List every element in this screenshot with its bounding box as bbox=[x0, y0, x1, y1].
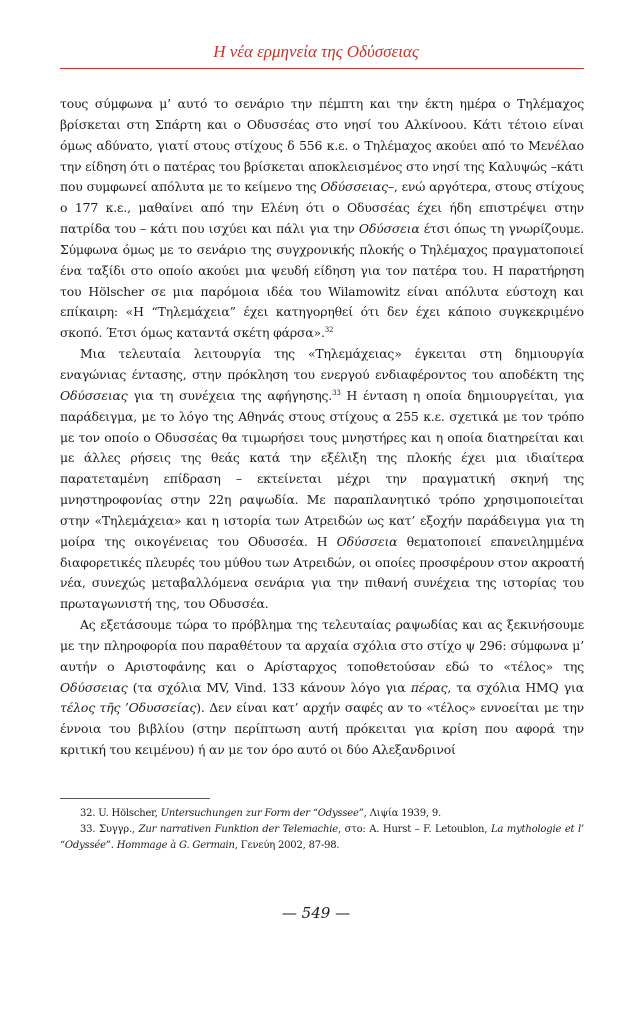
paragraph-3: Ας εξετάσουμε τώρα το πρόβλημα της τελευταίας ραψωδίας και ας ξεκινήσουμε με την πληροφορία που παραθέτουν τα αρχαία σχόλια στο στίχο ψ 296: σύμφωνα μ’ αυτήν ο Αριστοφάνης και ο Αρίσταρχος τοποθετούσαν εδώ το «τέλος» της Οδύσσειας (τα σχόλια MV, Vind. 133 κάνουν λόγο για πέρας, τα σχόλια HMQ για τέλος τῆς ’Οδυσσείας). Δεν είναι κατ’ αρχήν σαφές αν το «τέλος» εννοείται με την έννοια του βιβλίου (στην περίπτωση αυτή πρόκειται για κρίση που αφορά την κριτική του κειμένου) ή αν με τον όρο αυτό οι δύο Αλεξανδρινοί bbox=[60, 617, 584, 758]
footnotes bbox=[60, 806, 584, 854]
footnote-32: 32. U. Hölscher, Untersuchungen zur Form der “Odyssee”, Λιψία 1939, 9. bbox=[80, 808, 441, 819]
footnote-ref-33[interactable]: 33 bbox=[332, 388, 341, 397]
header-rule bbox=[60, 68, 584, 69]
footnote-rule bbox=[60, 798, 210, 799]
page-number: — 549 — bbox=[281, 904, 351, 922]
footnote-ref-32[interactable]: 32 bbox=[324, 326, 334, 335]
running-title: Η νέα ερμηνεία της Οδύσσειας bbox=[213, 42, 419, 61]
main-text bbox=[60, 94, 584, 761]
footnote-33: 33. Συγγρ., Zur narrativen Funktion der Telemachie, στο: A. Hurst – F. Letoublon, La mythologie et l’ “Odyssée”. Hommage à G. Germain, Γενεύη 2002, 87-98. bbox=[60, 824, 585, 851]
paragraph-2: Μια τελευταία λειτουργία της «Τηλεμάχειας» έγκειται στη δημιουργία εναγώνιας έντασης, στην πρόκληση του ενεργού ενδιαφέροντος του αποδέκτη της Οδύσσειας για τη συνέχεια της αφήγησης.$^{33}$ Η ένταση η οποία δημιουργείται, για παράδειγμα, με το λόγο της Αθηνάς στους στίχους α 255 κ.ε. σχετικά με τον τρόπο με τον οποίο ο Οδυσσέας θα τιμωρήσει τους μνηστήρες και η οποία διατηρείται και με άλλες ρήσεις της θεάς κατά την εξέλιξη της πλοκής έχει μια ιδιαίτερα παρατεταμένη επίδραση – εκτείνεται μέχρι την πραγματική σκηνή της μνηστηροφονίας στην 22η ραψωδία. Με παραπλανητικό τρόπο χρησιμοποιείται στην «Τηλεμάχεια» και η ιστορία των Ατρειδών ως κατ’ εξοχήν παράδειγμα για τη μοίρα της οικογένειας του Οδυσσέα. Η Οδύσσεια θεματοποιεί επανειλημμένα διαφορετικές πλευρές του μύθου των Ατρειδών, οι οποίες προσφέρουν στον ακροατή νέα, συνεχώς μεταβαλλόμενα σενάρια για την πιθανή συνέχεια της ιστορίας του πρωταγωνιστή της, του Οδυσσέα. bbox=[60, 346, 584, 612]
paragraph-1: τους σύμφωνα μ’ αυτό το σενάριο την πέμπτη και την έκτη ημέρα ο Τηλέμαχος βρίσκεται στη Σπάρτη και ο Οδυσσέας στο νησί του Αλκίνοου. Κάτι τέτοιο είναι όμως αδύνατο, γιατί στους στίχους δ 556 κ.ε. ο Τηλέμαχος ακούει από το Μενέλαο την είδηση ότι ο πατέρας του βρίσκεται αποκλεισμένος στο νησί της Καλυψώς –κάτι που συμφωνεί απόλυτα με το κείμενο της Οδύσσειας–, ενώ αργότερα, στους στίχους ο 177 κ.ε., μαθαίνει από την Ελένη ότι ο Οδυσσέας έχει ήδη επιστρέψει στην πατρίδα του – κάτι που ισχύει και πάλι για την Οδύσσεια έτσι όπως τη γνωρίζουμε. Σύμφωνα όμως με το σενάριο της συγχρονικής πλοκής ο Τηλέμαχος πραγματοποιεί ένα ταξίδι στο οποίο ακούει μια ψευδή είδηση για τον πατέρα του. Η παρατήρηση του Hölscher σε μια παρόμοια ιδέα του Wilamowitz είναι απόλυτα εύστοχη και επίκαιρη: «Η “Τηλεμάχεια” έχει κατηγορηθεί ότι δεν έχει κάποιο συγκεκριμένο σκοπό. Έτσι όμως καταντά σκέτη φάρσα».$^{32}$ bbox=[60, 96, 584, 341]
